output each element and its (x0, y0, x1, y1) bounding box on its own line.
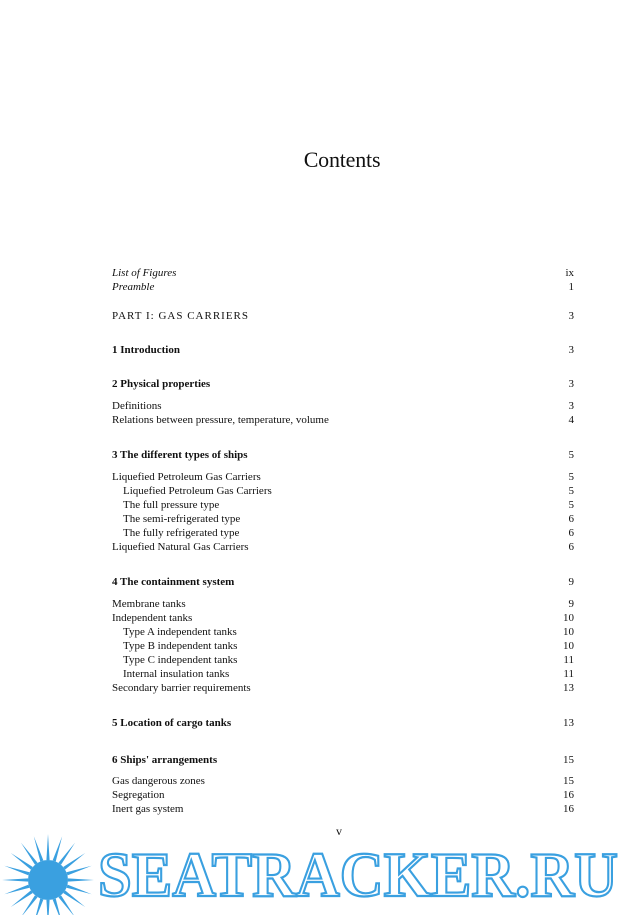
sun-ray (53, 899, 63, 915)
toc-entry-page: 10 (563, 612, 574, 624)
toc-entry-page: 10 (563, 626, 574, 638)
toc-entry-page: 5 (568, 449, 574, 461)
toc-entry (112, 611, 574, 625)
sun-ray (34, 836, 44, 861)
toc-entry-label: Type C independent tanks (123, 654, 238, 666)
toc-entry-label: The fully refrigerated type (123, 527, 240, 539)
toc-entry-label: Liquefied Petroleum Gas Carriers (123, 485, 272, 497)
toc-entry-page: 11 (563, 668, 574, 680)
toc-entry-label: Secondary barrier requirements (112, 682, 251, 694)
sun-ray (67, 885, 92, 895)
toc-entry-page: 15 (563, 775, 574, 787)
toc-entry (112, 625, 574, 639)
sun-ray (4, 866, 29, 876)
watermark-text: SEATRACKER.RU (98, 839, 618, 910)
toc-entry-label: Type A independent tanks (123, 626, 237, 638)
toc-entry-label: PART I: GAS CARRIERS (112, 310, 250, 322)
toc-entry-page: 11 (563, 654, 574, 666)
toc-entry-page: ix (565, 267, 574, 279)
toc-entry (112, 266, 574, 280)
toc-entry (112, 639, 574, 653)
toc-entry-page: 4 (568, 414, 574, 426)
toc-entry-label: Type B independent tanks (123, 640, 238, 652)
sun-ray (2, 878, 28, 881)
toc-entry (112, 681, 574, 695)
toc-entry-label: 2 Physical properties (112, 378, 211, 390)
toc-entry (112, 343, 574, 357)
toc-entry-page: 13 (563, 717, 574, 729)
toc-entry-label: Liquefied Petroleum Gas Carriers (112, 471, 261, 483)
toc-entry-label: 6 Ships' arrangements (112, 754, 218, 766)
toc-entry-label: Gas dangerous zones (112, 775, 205, 787)
toc-entry-label: Relations between pressure, temperature, volume (112, 414, 329, 426)
watermark-logo (0, 818, 632, 915)
toc-entry (112, 377, 574, 391)
toc-entry-label: 1 Introduction (112, 344, 180, 356)
toc-entry (112, 484, 574, 498)
toc-entry (112, 716, 574, 730)
toc-entry-page: 9 (568, 598, 574, 610)
toc-entry-label: Definitions (112, 400, 162, 412)
toc-entry-page: 5 (568, 485, 574, 497)
toc-entry (112, 667, 574, 681)
toc-entry-page: 15 (563, 754, 574, 766)
toc-entry-page: 6 (568, 541, 574, 553)
toc-entry-page: 3 (568, 344, 574, 356)
toc-entry-label: 3 The different types of ships (112, 449, 248, 461)
sun-ray (46, 834, 49, 860)
toc-entry (112, 540, 574, 554)
sun-ray (34, 899, 44, 915)
toc-entry-label: The semi-refrigerated type (123, 513, 241, 525)
toc-entry-label: Inert gas system (112, 803, 184, 815)
toc-entry (112, 575, 574, 589)
toc-entry (112, 802, 574, 816)
toc-entry-label: Liquefied Natural Gas Carriers (112, 541, 249, 553)
toc-entry-page: 5 (568, 499, 574, 511)
toc-entry-label: Segregation (112, 789, 165, 801)
toc-entry (112, 498, 574, 512)
toc-entry (112, 512, 574, 526)
toc-entry-page: 16 (563, 789, 574, 801)
toc-entry (112, 470, 574, 484)
toc-entry-page: 3 (568, 310, 574, 322)
toc-entry (112, 597, 574, 611)
toc-entry-label: Internal insulation tanks (123, 668, 230, 680)
toc-entry (112, 753, 574, 767)
toc-entry-page: 6 (568, 527, 574, 539)
toc-entry-label: 4 The containment system (112, 576, 235, 588)
toc-entry (112, 399, 574, 413)
page-title: Contents (303, 147, 381, 172)
toc-entry-page: 3 (568, 378, 574, 390)
toc-entry-label: Membrane tanks (112, 598, 186, 610)
toc-entry-label: List of Figures (112, 267, 177, 279)
toc-entry-label: Independent tanks (112, 612, 193, 624)
sun-ray (4, 885, 29, 895)
toc-entry (112, 653, 574, 667)
toc-entry (112, 309, 574, 323)
toc-entry-page: 6 (568, 513, 574, 525)
toc-entry (112, 280, 574, 294)
toc-entry-label: The full pressure type (123, 499, 220, 511)
sun-ray (46, 900, 49, 915)
toc-entry (112, 774, 574, 788)
toc-entry-page: 10 (563, 640, 574, 652)
sun-icon (2, 834, 94, 915)
toc-entry-label: 5 Location of cargo tanks (112, 717, 232, 729)
toc-entry (112, 788, 574, 802)
toc-entry-page: 1 (568, 281, 574, 293)
page-number: v (336, 824, 342, 838)
toc-entry-label: Preamble (112, 281, 155, 293)
sun-ray (53, 836, 63, 861)
sun-ray (68, 878, 94, 881)
toc-entry-page: 16 (563, 803, 574, 815)
toc-entry-page: 13 (563, 682, 574, 694)
toc-entry-page: 3 (568, 400, 574, 412)
toc-entry-page: 9 (568, 576, 574, 588)
sun-ray (67, 866, 92, 876)
toc-entry (112, 526, 574, 540)
sun-disc (28, 860, 68, 900)
toc-entry-page: 5 (568, 471, 574, 483)
toc-entry (112, 448, 574, 462)
toc-entry (112, 413, 574, 427)
